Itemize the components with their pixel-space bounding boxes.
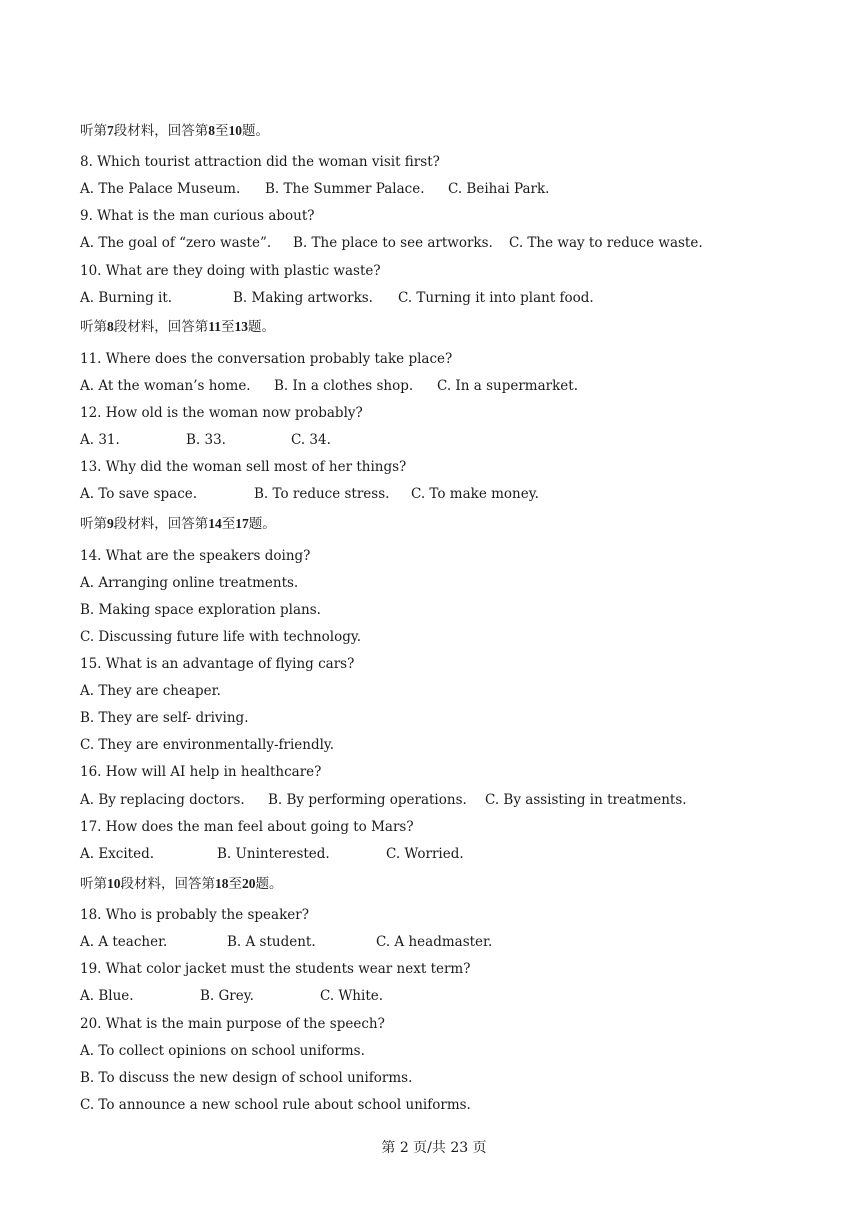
- section-heading-7: 听第7段材料，回答第8至10题。: [80, 123, 269, 139]
- option-c: C. By assisting in treatments.: [485, 792, 687, 808]
- question-11: 11. Where does the conversation probably take place?: [80, 351, 453, 367]
- option-a: A. To save space.: [80, 486, 198, 502]
- option-b: B. Making artworks.: [233, 290, 373, 306]
- option-c: C. White.: [320, 988, 384, 1004]
- option-b: B. The place to see artworks.: [293, 235, 493, 251]
- option-14-a: A. Arranging online treatments.: [80, 575, 299, 591]
- option-a: A. At the woman’s home.: [80, 378, 251, 394]
- option-15-a: A. They are cheaper.: [80, 683, 221, 699]
- option-a: A. The goal of “zero waste”.: [80, 235, 272, 251]
- option-b: B. The Summer Palace.: [265, 181, 425, 197]
- section-heading-8: 听第8段材料，回答第11至13题。: [80, 319, 276, 335]
- option-c: C. In a supermarket.: [437, 378, 578, 394]
- question-12: 12. How old is the woman now probably?: [80, 405, 363, 421]
- question-15: 15. What is an advantage of flying cars?: [80, 656, 355, 672]
- option-a: A. A teacher.: [80, 934, 168, 950]
- option-b: B. Grey.: [200, 988, 254, 1004]
- page-footer: 第 2 页/共 23 页: [381, 1140, 487, 1156]
- option-b: B. Uninterested.: [217, 846, 330, 862]
- question-20: 20. What is the main purpose of the speech?: [80, 1016, 385, 1032]
- option-c: C. The way to reduce waste.: [509, 235, 703, 251]
- question-19: 19. What color jacket must the students wear next term?: [80, 961, 471, 977]
- option-b: B. By performing operations.: [268, 792, 467, 808]
- question-10: 10. What are they doing with plastic waste?: [80, 263, 381, 279]
- option-a: A. Burning it.: [80, 290, 173, 306]
- option-20-c: C. To announce a new school rule about school uniforms.: [80, 1097, 471, 1113]
- section-heading-9: 听第9段材料，回答第14至17题。: [80, 516, 276, 532]
- section-heading-10: 听第10段材料，回答第18至20题。: [80, 876, 283, 892]
- option-c: C. 34.: [291, 432, 331, 448]
- option-b: B. To reduce stress.: [254, 486, 390, 502]
- question-17: 17. How does the man feel about going to Mars?: [80, 819, 414, 835]
- option-a: A. Blue.: [80, 988, 134, 1004]
- option-a: A. The Palace Museum.: [80, 181, 241, 197]
- question-16: 16. How will AI help in healthcare?: [80, 764, 322, 780]
- option-c: C. A headmaster.: [376, 934, 493, 950]
- option-15-c: C. They are environmentally-friendly.: [80, 737, 335, 753]
- question-8: 8. Which tourist attraction did the woman visit first?: [80, 154, 440, 170]
- option-c: C. To make money.: [411, 486, 539, 502]
- option-a: A. 31.: [80, 432, 120, 448]
- option-15-b: B. They are self- driving.: [80, 710, 249, 726]
- option-b: B. In a clothes shop.: [274, 378, 414, 394]
- option-a: A. By replacing doctors.: [80, 792, 245, 808]
- question-13: 13. Why did the woman sell most of her things?: [80, 459, 407, 475]
- question-14: 14. What are the speakers doing?: [80, 548, 311, 564]
- question-9: 9. What is the man curious about?: [80, 208, 315, 224]
- option-b: B. 33.: [186, 432, 226, 448]
- option-14-c: C. Discussing future life with technology.: [80, 629, 362, 645]
- option-14-b: B. Making space exploration plans.: [80, 602, 321, 618]
- option-a: A. Excited.: [80, 846, 155, 862]
- question-18: 18. Who is probably the speaker?: [80, 907, 309, 923]
- option-c: C. Turning it into plant food.: [398, 290, 594, 306]
- option-b: B. A student.: [227, 934, 316, 950]
- option-c: C. Beihai Park.: [448, 181, 550, 197]
- option-20-b: B. To discuss the new design of school uniforms.: [80, 1070, 413, 1086]
- option-20-a: A. To collect opinions on school uniforms.: [80, 1043, 365, 1059]
- option-c: C. Worried.: [386, 846, 464, 862]
